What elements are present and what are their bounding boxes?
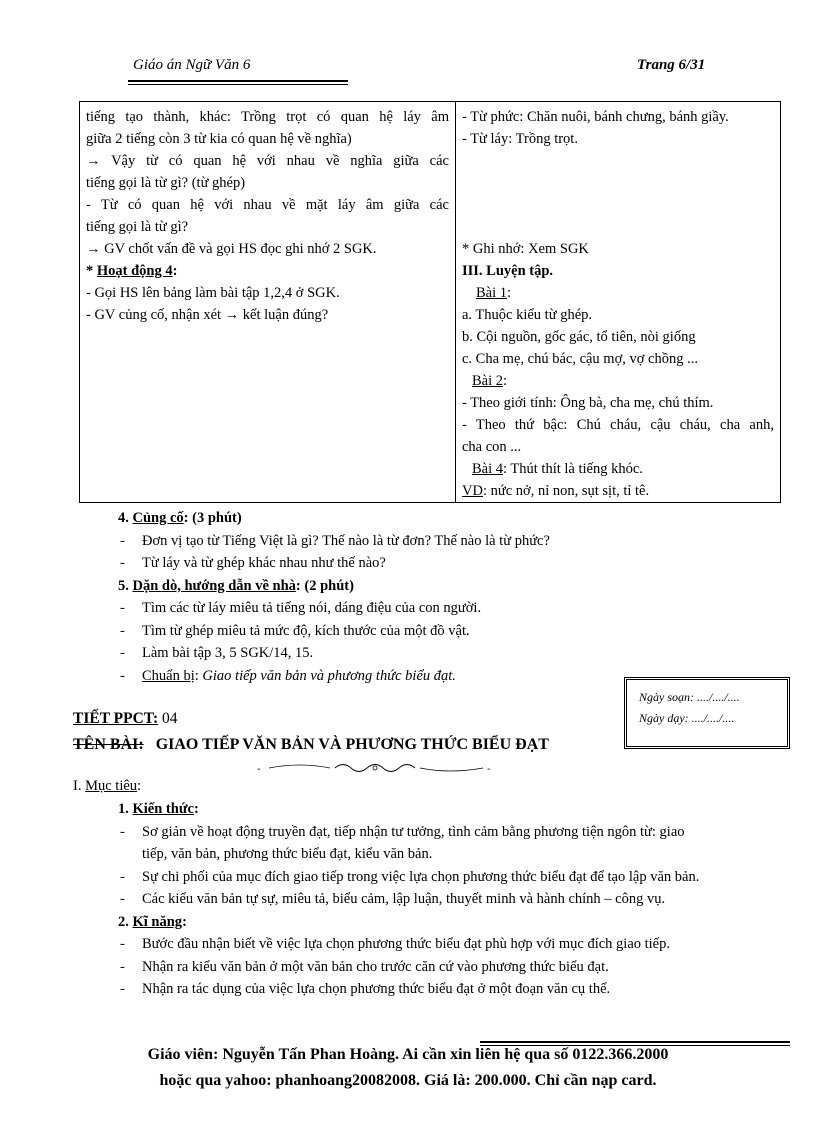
decorative-divider: [255, 759, 495, 777]
example-line: VD: nức nở, nỉ non, sụt sịt, tỉ tê.: [462, 483, 650, 499]
list-item: - Làm bài tập 3, 5 SGK/14, 15.: [118, 642, 550, 665]
lesson-number: TIẾT PPCT: 04: [73, 710, 178, 727]
lesson-table: [79, 101, 781, 503]
left-line: - GV củng cố, nhận xét → kết luận đúng?: [86, 307, 329, 323]
left-line: tiếng gọi là từ gì? (từ ghép): [86, 175, 246, 191]
teach-date: Ngày dạy: ..../..../....: [639, 711, 735, 725]
objectives-heading: I. Mục tiêu:: [73, 778, 142, 794]
header-rule-thin: [128, 84, 348, 85]
exercise-4-line: Bài 4: Thút thít là tiếng khóc.: [472, 461, 643, 477]
prep-date: Ngày soạn: ..../..../....: [639, 690, 740, 704]
right-line: a. Thuộc kiểu từ ghép.: [462, 307, 593, 323]
list-item: - Tìm các từ láy miêu tả tiếng nói, dáng điệu của con người.: [118, 597, 550, 620]
right-line: * Ghi nhớ: Xem SGK: [462, 241, 589, 257]
list-item: - Nhận ra kiểu văn bản ở một văn bản cho trước căn cứ vào phương thức biểu đạt.: [118, 956, 699, 979]
homework-heading: 5. Dặn dò, hướng dẫn về nhà: (2 phút): [118, 577, 354, 594]
review-section: [118, 507, 550, 687]
list-item: - Từ láy và từ ghép khác nhau như thế nào?: [118, 552, 550, 575]
skills-heading: 2. Kĩ năng:: [118, 913, 187, 930]
list-item: - Sự chi phối của mục đích giao tiếp trong việc lựa chọn phương thức biểu đạt để tạo lập văn bản.: [118, 866, 699, 889]
svg-text:-: -: [487, 764, 491, 775]
right-line: b. Cội nguồn, gốc gác, tổ tiên, nòi giống: [462, 329, 696, 345]
left-line: tiếng gọi là từ gì?: [86, 219, 189, 235]
exercise-2-label: Bài 2:: [472, 373, 508, 389]
list-item: - Các kiểu văn bản tự sự, miêu tả, biểu cảm, lập luận, thuyết minh và hành chính – công vụ.: [118, 888, 699, 911]
right-line: cha con ...: [462, 439, 522, 455]
right-line: - Theo giới tính: Ông bà, cha mẹ, chú thím.: [462, 395, 714, 411]
right-line: c. Cha mẹ, chú bác, cậu mợ, vợ chồng ...: [462, 351, 698, 367]
list-item: - Sơ giản về hoạt động truyền đạt, tiếp nhận tư tưởng, tình cảm bằng phương tiện ngôn từ: giao: [118, 821, 699, 844]
footer-price: hoặc qua yahoo: phanhoang20082008. Giá là: 200.000. Chỉ cần nạp card.: [159, 1072, 657, 1089]
right-line: - Theo thứ bậc: Chú cháu, cậu cháu, cha anh,: [462, 417, 774, 433]
svg-text:-: -: [257, 764, 261, 775]
objectives-section: [118, 798, 699, 1001]
left-line: - Từ có quan hệ với nhau về mặt láy âm giữa các: [86, 197, 449, 213]
left-line: → GV chốt vấn đề và gọi HS đọc ghi nhớ 2 SGK.: [86, 241, 377, 257]
left-line: giữa 2 tiếng còn 3 từ kia có quan hệ về nghĩa): [86, 131, 352, 147]
list-item: - Tìm từ ghép miêu tả mức độ, kích thước của một đồ vật.: [118, 620, 550, 643]
list-item: - Nhận ra tác dụng của việc lựa chọn phương thức biểu đạt ở một đoạn văn cụ thể.: [118, 978, 699, 1001]
left-line: tiếng tạo thành, khác: Trồng trọt có quan hệ láy âm: [86, 109, 449, 125]
right-line: - Từ láy: Trồng trọt.: [462, 131, 578, 147]
list-item: - Đơn vị tạo từ Tiếng Việt là gì? Thế nào là từ đơn? Thế nào là từ phức?: [118, 530, 550, 553]
practice-heading: III. Luyện tập.: [462, 263, 554, 279]
review-heading: 4. Củng cố: (3 phút): [118, 510, 242, 526]
activity-heading: * Hoạt động 4:: [86, 263, 178, 279]
left-line: - Gọi HS lên bảng làm bài tập 1,2,4 ở SGK.: [86, 285, 340, 301]
lesson-title: TÊN BÀI: GIAO TIẾP VĂN BẢN VÀ PHƯƠNG THỨC BIỂU ĐẠT: [73, 736, 549, 753]
right-line: - Từ phức: Chăn nuôi, bánh chưng, bánh giầy.: [462, 109, 729, 125]
left-line: → Vậy từ có quan hệ với nhau về nghĩa giữa các: [86, 153, 449, 169]
date-box: [624, 677, 790, 749]
header-rule: [128, 80, 348, 82]
content-cell: [456, 102, 781, 503]
header-title: Giáo án Ngữ Văn 6: [133, 57, 251, 73]
prepare-item: - Chuẩn bị: Giao tiếp văn bản và phương thức biểu đạt.: [118, 665, 550, 688]
footer-contact: Giáo viên: Nguyễn Tấn Phan Hoàng. Ai cần xin liên hệ qua số 0122.366.2000: [147, 1046, 669, 1063]
exercise-1-label: Bài 1:: [476, 285, 512, 301]
list-item-continued: tiếp, văn bản, phương thức biểu đạt, kiểu văn bản.: [142, 846, 433, 862]
knowledge-heading: 1. Kiến thức:: [118, 801, 199, 817]
list-item: - Bước đầu nhận biết về việc lựa chọn phương thức biểu đạt phù hợp với mục đích giao tiếp.: [118, 933, 699, 956]
footer-rule: [480, 1041, 790, 1043]
teacher-activity-cell: [80, 102, 456, 503]
page-number: Trang 6/31: [637, 57, 706, 73]
